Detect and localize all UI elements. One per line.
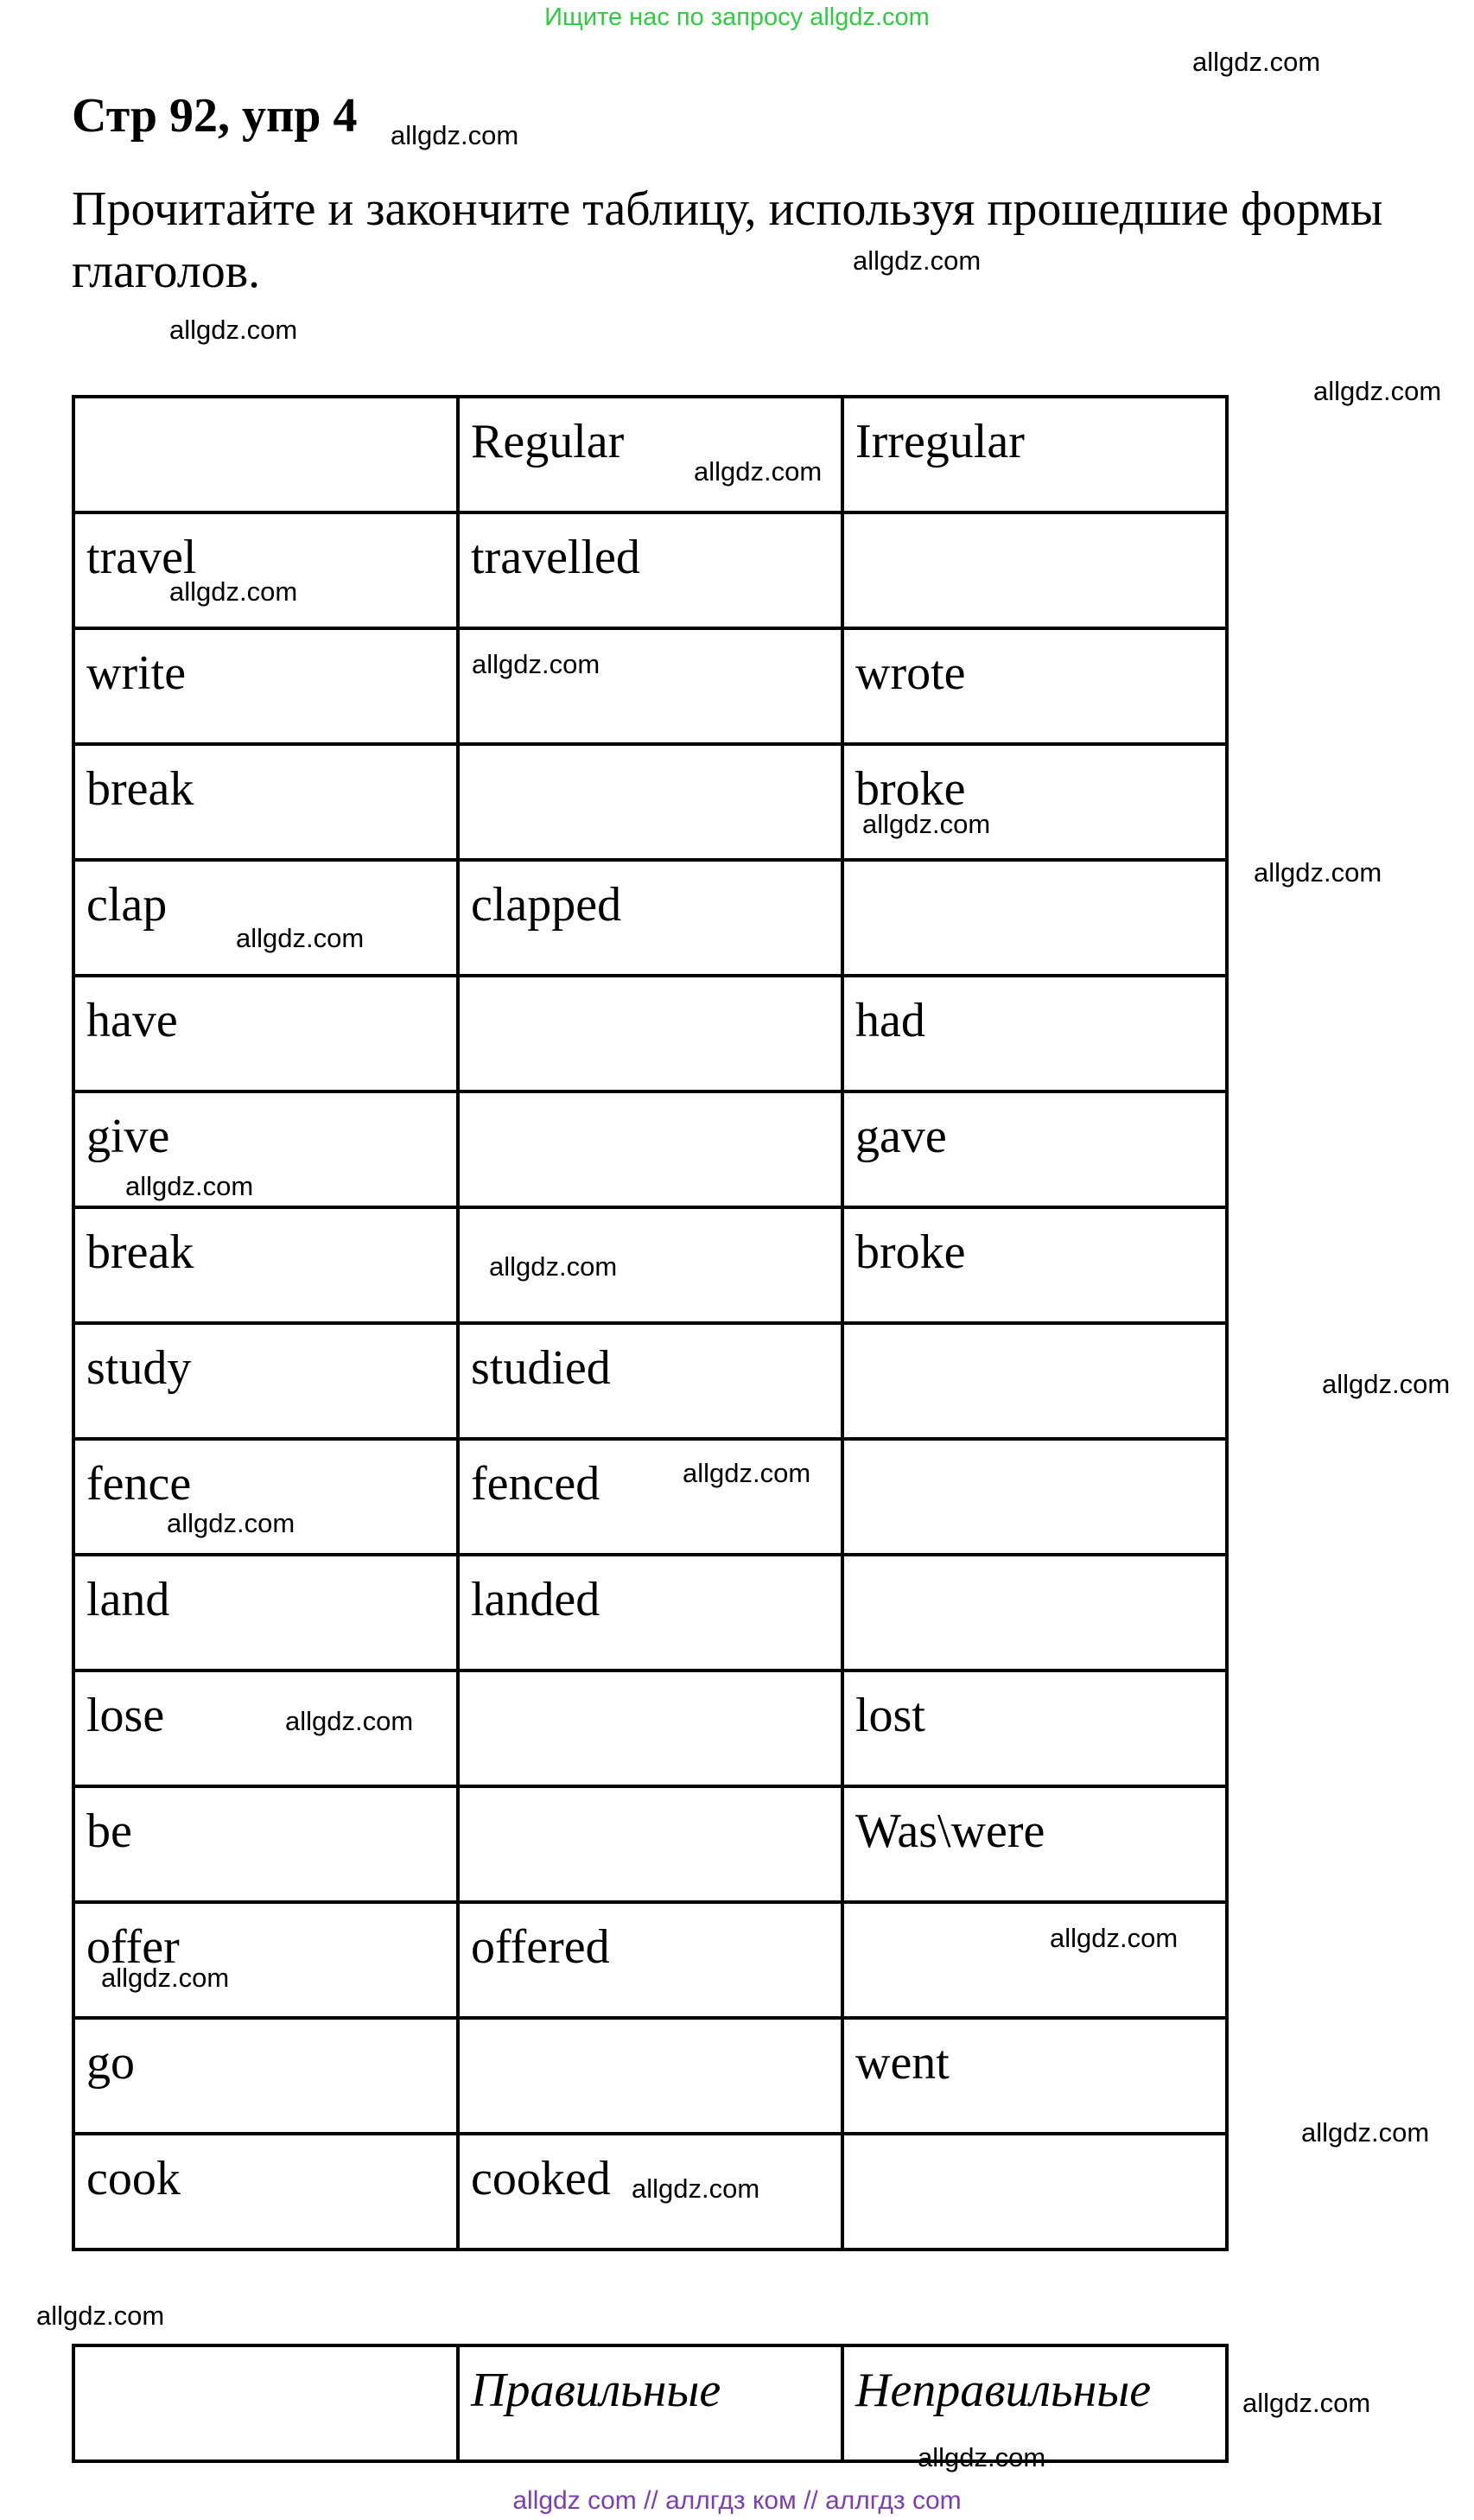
verb-cell: land	[73, 1555, 458, 1670]
watermark: allgdz.com	[169, 576, 298, 607]
regular-cell: fenced	[458, 1439, 842, 1555]
verb-cell: go	[73, 2018, 458, 2134]
table-row	[73, 1670, 1227, 1786]
table-row	[73, 860, 1227, 976]
regular-cell: studied	[458, 1323, 842, 1439]
verb-cell: give	[73, 1091, 458, 1207]
verb-cell: break	[73, 1207, 458, 1323]
verb-cell: lose	[73, 1670, 458, 1786]
regular-cell	[458, 1091, 842, 1207]
verb-cell: offer	[73, 1902, 458, 2018]
watermark: allgdz.com	[694, 456, 823, 487]
irregular-cell: gave	[842, 1091, 1227, 1207]
regular-cell: clapped	[458, 860, 842, 976]
irregular-cell	[842, 1323, 1227, 1439]
verb-cell: study	[73, 1323, 458, 1439]
irregular-cell: broke	[842, 744, 1227, 860]
watermark: allgdz.com	[853, 245, 982, 276]
watermark: allgdz.com	[1254, 857, 1382, 888]
irregular-cell: went	[842, 2018, 1227, 2134]
watermark: allgdz.com	[1322, 1369, 1451, 1399]
verb-table	[72, 395, 1229, 2251]
legend-table	[72, 2344, 1229, 2463]
verb-cell: write	[73, 628, 458, 744]
irregular-cell: lost	[842, 1670, 1227, 1786]
watermark: allgdz.com	[862, 809, 991, 839]
legend-cell-regular: Правильные	[458, 2345, 842, 2461]
watermark: allgdz.com	[167, 1508, 295, 1538]
regular-cell: cooked	[458, 2134, 842, 2250]
verb-cell: travel	[73, 512, 458, 628]
watermark: allgdz.com	[36, 2300, 165, 2331]
top-banner: Ищите нас по запросу allgdz.com	[544, 3, 930, 31]
verb-cell: cook	[73, 2134, 458, 2250]
verb-cell: be	[73, 1786, 458, 1902]
legend-cell	[73, 2345, 458, 2461]
regular-cell: landed	[458, 1555, 842, 1670]
table-row	[73, 976, 1227, 1091]
watermark: allgdz.com	[1050, 1923, 1179, 1953]
table-row	[73, 2018, 1227, 2134]
irregular-cell	[842, 2134, 1227, 2250]
watermark: allgdz.com	[918, 2442, 1046, 2472]
instruction-text: Прочитайте и закончите таблицу, используя прошедшие формы глаголов.	[72, 182, 1383, 298]
irregular-cell	[842, 1439, 1227, 1555]
regular-cell	[458, 1786, 842, 1902]
table-header-row	[73, 397, 1227, 512]
irregular-cell: broke	[842, 1207, 1227, 1323]
regular-cell	[458, 1670, 842, 1786]
irregular-cell: wrote	[842, 628, 1227, 744]
header-cell-regular: Regular	[458, 397, 842, 512]
header-cell	[73, 397, 458, 512]
watermark: allgdz.com	[169, 315, 298, 345]
watermark: allgdz.com	[1313, 376, 1442, 406]
regular-cell	[458, 744, 842, 860]
table-row	[73, 512, 1227, 628]
table-row	[73, 628, 1227, 744]
header-cell-irregular: Irregular	[842, 397, 1227, 512]
footer-text: allgdz com // аллгдз ком // аллгдз com	[512, 2486, 962, 2515]
table-row	[73, 1207, 1227, 1323]
watermark: allgdz.com	[489, 1251, 618, 1282]
table-row	[73, 1323, 1227, 1439]
irregular-cell: had	[842, 976, 1227, 1091]
legend-row	[73, 2345, 1227, 2461]
verb-cell: break	[73, 744, 458, 860]
table-row	[73, 1786, 1227, 1902]
table-row	[73, 1902, 1227, 2018]
legend-cell-irregular: Неправильные	[842, 2345, 1227, 2461]
verb-cell: clap	[73, 860, 458, 976]
regular-cell	[458, 2018, 842, 2134]
verb-cell: have	[73, 976, 458, 1091]
watermark: allgdz.com	[1301, 2117, 1430, 2148]
page-title: Стр 92, упр 4	[72, 89, 358, 143]
watermark: allgdz.com	[125, 1171, 254, 1201]
regular-cell: offered	[458, 1902, 842, 2018]
watermark: allgdz.com	[391, 120, 519, 150]
irregular-cell	[842, 860, 1227, 976]
watermark: allgdz.com	[472, 649, 600, 679]
watermark: allgdz.com	[683, 1458, 811, 1488]
watermark: allgdz.com	[1242, 2388, 1371, 2418]
irregular-cell	[842, 1555, 1227, 1670]
table-row	[73, 1555, 1227, 1670]
verb-cell: fence	[73, 1439, 458, 1555]
regular-cell	[458, 628, 842, 744]
watermark: allgdz.com	[236, 923, 365, 953]
watermark: allgdz.com	[285, 1706, 414, 1736]
table-row	[73, 744, 1227, 860]
regular-cell	[458, 976, 842, 1091]
irregular-cell	[842, 512, 1227, 628]
watermark: allgdz.com	[101, 1963, 230, 1993]
watermark: allgdz.com	[1192, 47, 1321, 77]
regular-cell: travelled	[458, 512, 842, 628]
irregular-cell	[842, 1902, 1227, 2018]
watermark: allgdz.com	[632, 2173, 760, 2204]
irregular-cell: Was\were	[842, 1786, 1227, 1902]
